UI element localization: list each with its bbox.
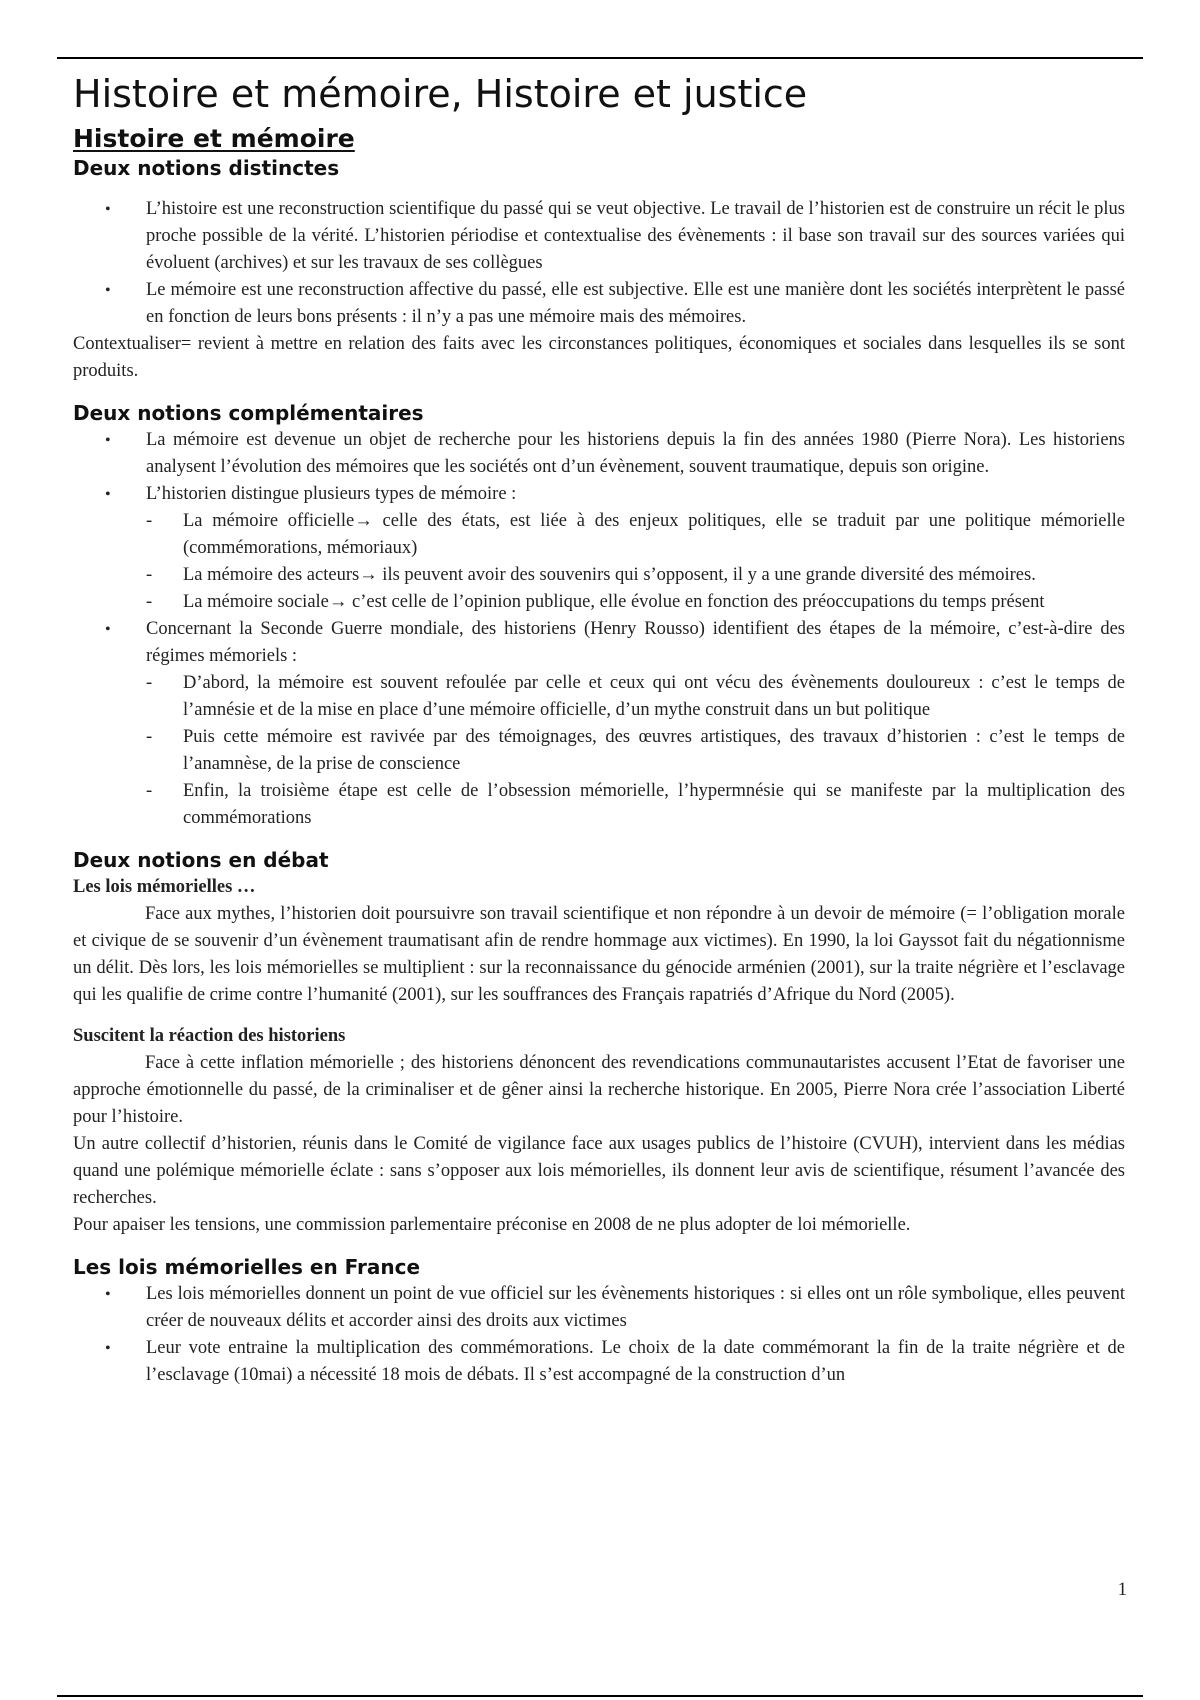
- bullet-icon: •: [105, 486, 111, 503]
- bullet-icon: •: [105, 432, 111, 449]
- bullet-list-distinctes: [73, 196, 1125, 331]
- list-item: • La mémoire est devenue un objet de recherche pour les historiens depuis la fin des années 1980 (Pierre Nora). Les historiens analysent l’évolution des mémoires que les sociétés ont d’un évènement, souvent traumatique, depuis son origine.: [73, 427, 1125, 481]
- list-item: • Leur vote entraine la multiplication des commémorations. Le choix de la date commémorant la fin de la traite négrière et de l’esclavage (10mai) a nécessité 18 mois de débats. Il s’est accompagné de la construction d’un: [73, 1335, 1125, 1389]
- definition-contextualiser: Contextualiser= revient à mettre en relation des faits avec les circonstances politiques, économiques et sociales dans lesquelles ils se sont produits.: [73, 334, 1125, 381]
- document-title: Histoire et mémoire, Histoire et justice: [73, 72, 808, 116]
- list-item: • L’historien distingue plusieurs types de mémoire : - La mémoire officielle→ celle des états, est liée à des enjeux politiques, elle se traduit par une politique mémorielle (commémorations, mémoriaux) - La mémoire des acteurs→ ils peuvent avoir des souvenirs qui s’opposent, il y a une grande diversité des mémoires. - La mémoire sociale→ c’est celle de l’opinion publique, elle évolue en fonction des préoccupations du temps présent: [73, 481, 1125, 616]
- paragraph-lois-memorielles: Face aux mythes, l’historien doit poursuivre son travail scientifique et non répondre à un devoir de mémoire (= l’obligation morale et civique de se souvenir d’un évènement traumatisant afin de rendre hommage aux victimes). En 1990, la loi Gayssot fait du négationnisme un délit. Dès lors, les lois mémorielles se multiplient : sur la reconnaissance du génocide arménien (2001), sur la traite négrière et l’esclavage qui les qualifie de crime contre l’humanité (2001), sur les souffrances des Français rapatriés d’Afrique du Nord (2005).: [73, 904, 1125, 1005]
- bold-heading-lois-memorielles: Les lois mémorielles …: [73, 877, 256, 897]
- dash-icon: -: [146, 565, 153, 585]
- subheading-lois-en-france: Les lois mémorielles en France: [73, 1255, 421, 1279]
- dash-icon: -: [146, 781, 153, 801]
- page-number: 1: [1117, 1580, 1127, 1600]
- list-item: - Puis cette mémoire est ravivée par des témoignages, des œuvres artistiques, des travaux d’historien : c’est le temps de l’anamnèse, de la prise de conscience: [146, 724, 1125, 778]
- subheading-notions-en-debat: Deux notions en débat: [73, 848, 329, 872]
- subheading-notions-complementaires: Deux notions complémentaires: [73, 401, 424, 425]
- list-item: - La mémoire officielle→ celle des états, est liée à des enjeux politiques, elle se traduit par une politique mémorielle (commémorations, mémoriaux): [146, 508, 1125, 562]
- bullet-icon: •: [105, 201, 111, 218]
- dash-icon: -: [146, 673, 153, 693]
- memory-types-list: [146, 508, 1125, 616]
- bullet-icon: •: [105, 1340, 111, 1357]
- list-item: • Le mémoire est une reconstruction affective du passé, elle est subjective. Elle est une manière dont les sociétés interprètent le passé en fonction de leurs bons présents : il n’y a pas une mémoire mais des mémoires.: [73, 277, 1125, 331]
- list-item: - Enfin, la troisième étape est celle de l’obsession mémorielle, l’hypermnésie qui se manifeste par la multiplication des commémorations: [146, 778, 1125, 832]
- bullet-list-complementaires: [73, 427, 1125, 832]
- dash-icon: -: [146, 727, 153, 747]
- header-rule: [57, 57, 1143, 59]
- list-item: - D’abord, la mémoire est souvent refoulée par celle et ceux qui ont vécu des évènements douloureux : c’est le temps de l’amnésie et de la mise en place d’une mémoire officielle, d’un mythe construit dans un but politique: [146, 670, 1125, 724]
- paragraph-apaiser: Pour apaiser les tensions, une commission parlementaire préconise en 2008 de ne plus adopter de loi mémorielle.: [73, 1215, 911, 1235]
- footer-rule: [57, 1695, 1143, 1697]
- paragraph-reaction: Face à cette inflation mémorielle ; des historiens dénoncent des revendications communautaristes accusent l’Etat de favoriser une approche émotionnelle du passé, de la criminaliser et de gêner ainsi la recherche historique. En 2005, Pierre Nora crée l’association Liberté pour l’histoire.: [73, 1053, 1125, 1127]
- list-item: • L’histoire est une reconstruction scientifique du passé qui se veut objective. Le travail de l’historien est de construire un récit le plus proche possible de la vérité. L’historien périodise et contextualise des évènements : il base son travail sur des sources variées qui évoluent (archives) et sur les travaux de ses collègues: [73, 196, 1125, 277]
- bullet-list-lois-france: [73, 1281, 1125, 1389]
- memory-stages-list: [146, 670, 1125, 832]
- bullet-icon: •: [105, 282, 111, 299]
- paragraph-cvuh: Un autre collectif d’historien, réunis dans le Comité de vigilance face aux usages publics de l’histoire (CVUH), intervient dans les médias quand une polémique mémorielle éclate : sans s’opposer aux lois mémorielles, ils donnent leur avis de scientifique, résument l’avancée des recherches.: [73, 1134, 1125, 1208]
- bold-heading-reaction-historiens: Suscitent la réaction des historiens: [73, 1026, 346, 1046]
- bullet-icon: •: [105, 1286, 111, 1303]
- document-body: [73, 64, 1125, 1389]
- list-item: - La mémoire des acteurs→ ils peuvent avoir des souvenirs qui s’opposent, il y a une grande diversité des mémoires.: [146, 562, 1125, 589]
- list-item: • Les lois mémorielles donnent un point de vue officiel sur les évènements historiques : si elles ont un rôle symbolique, elles peuvent créer de nouveaux délits et accorder ainsi des droits aux victimes: [73, 1281, 1125, 1335]
- section-heading-histoire-et-memoire: Histoire et mémoire: [73, 124, 355, 153]
- subheading-notions-distinctes: Deux notions distinctes: [73, 156, 340, 180]
- dash-icon: -: [146, 592, 153, 612]
- list-item: - La mémoire sociale→ c’est celle de l’opinion publique, elle évolue en fonction des préoccupations du temps présent: [146, 589, 1125, 616]
- list-item: • Concernant la Seconde Guerre mondiale, des historiens (Henry Rousso) identifient des étapes de la mémoire, c’est-à-dire des régimes mémoriels : - D’abord, la mémoire est souvent refoulée par celle et ceux qui ont vécu des évènements douloureux : c’est le temps de l’amnésie et de la mise en place d’une mémoire officielle, d’un mythe construit dans un but politique - Puis cette mémoire est ravivée par des témoignages, des œuvres artistiques, des travaux d’historien : c’est le temps de l’anamnèse, de la prise de conscience - Enfin, la troisième étape est celle de l’obsession mémorielle, l’hypermnésie qui se manifeste par la multiplication des commémorations: [73, 616, 1125, 832]
- dash-icon: -: [146, 511, 153, 531]
- bullet-icon: •: [105, 621, 111, 638]
